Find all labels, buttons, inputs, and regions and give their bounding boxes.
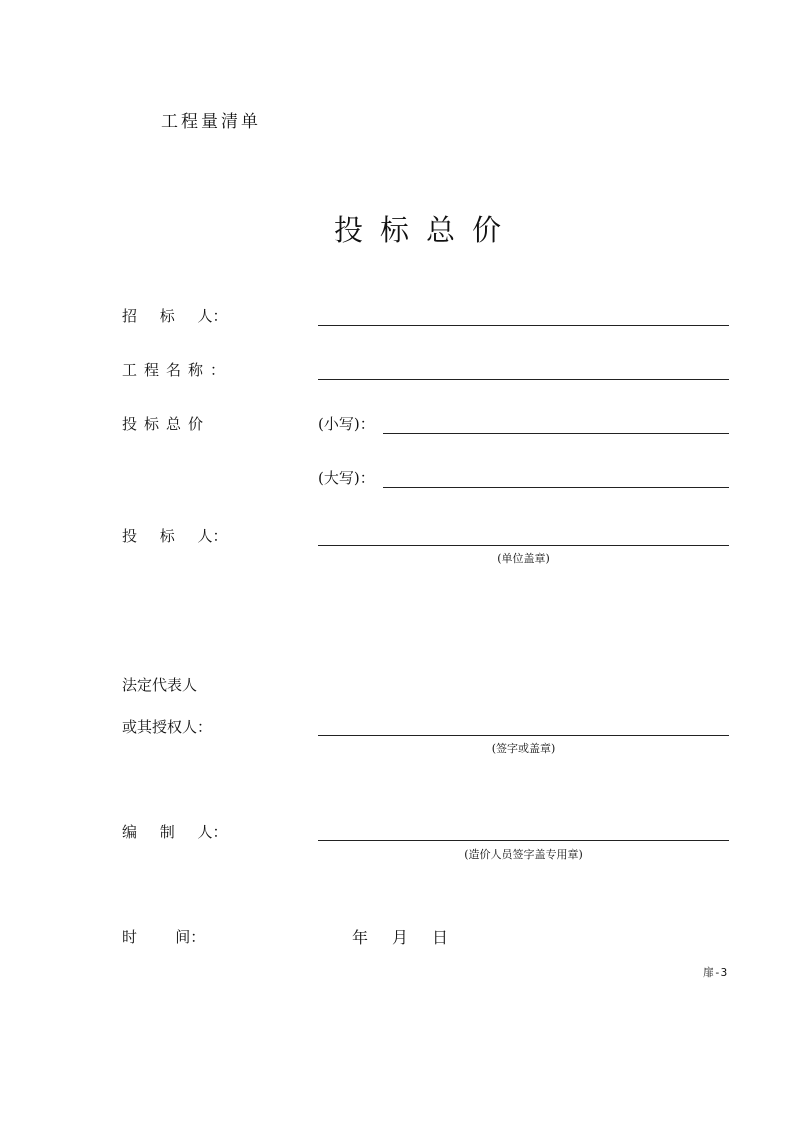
- uppercase-amount-label: (大写)：: [318, 469, 375, 487]
- tenderer-label: 招 标 人：: [122, 307, 228, 325]
- page-title: 投标总价: [333, 213, 518, 247]
- legal-rep-signature-note: (签字或盖章): [491, 742, 556, 755]
- page-code: 扉-3: [703, 966, 728, 979]
- date-year-label: 年: [352, 928, 369, 947]
- legal-rep-label-line1: 法定代表人: [122, 676, 198, 694]
- preparer-seal-note: (造价人员签字盖专用章): [464, 848, 583, 861]
- preparer-label: 编 制 人：: [122, 823, 228, 841]
- preparer-signature-line[interactable]: [318, 840, 729, 841]
- tenderer-input-line[interactable]: [318, 325, 729, 326]
- legal-rep-signature-line[interactable]: [318, 735, 729, 736]
- date-day-label: 日: [432, 928, 449, 947]
- bidder-seal-note: (单位盖章): [497, 552, 550, 565]
- date-month-label: 月: [392, 928, 409, 947]
- uppercase-amount-input-line[interactable]: [383, 487, 729, 488]
- lowercase-amount-input-line[interactable]: [383, 433, 729, 434]
- project-name-input-line[interactable]: [318, 379, 729, 380]
- total-price-label: 投标总价: [122, 415, 211, 433]
- time-label: 时 间：: [122, 928, 206, 946]
- project-name-label: 工程名称：: [122, 361, 233, 379]
- bidder-label: 投 标 人：: [122, 527, 228, 545]
- legal-rep-label-line2: 或其授权人：: [122, 718, 213, 736]
- bidder-input-line[interactable]: [318, 545, 729, 546]
- document-header-title: 工程量清单: [161, 112, 261, 132]
- lowercase-amount-label: (小写)：: [318, 415, 375, 433]
